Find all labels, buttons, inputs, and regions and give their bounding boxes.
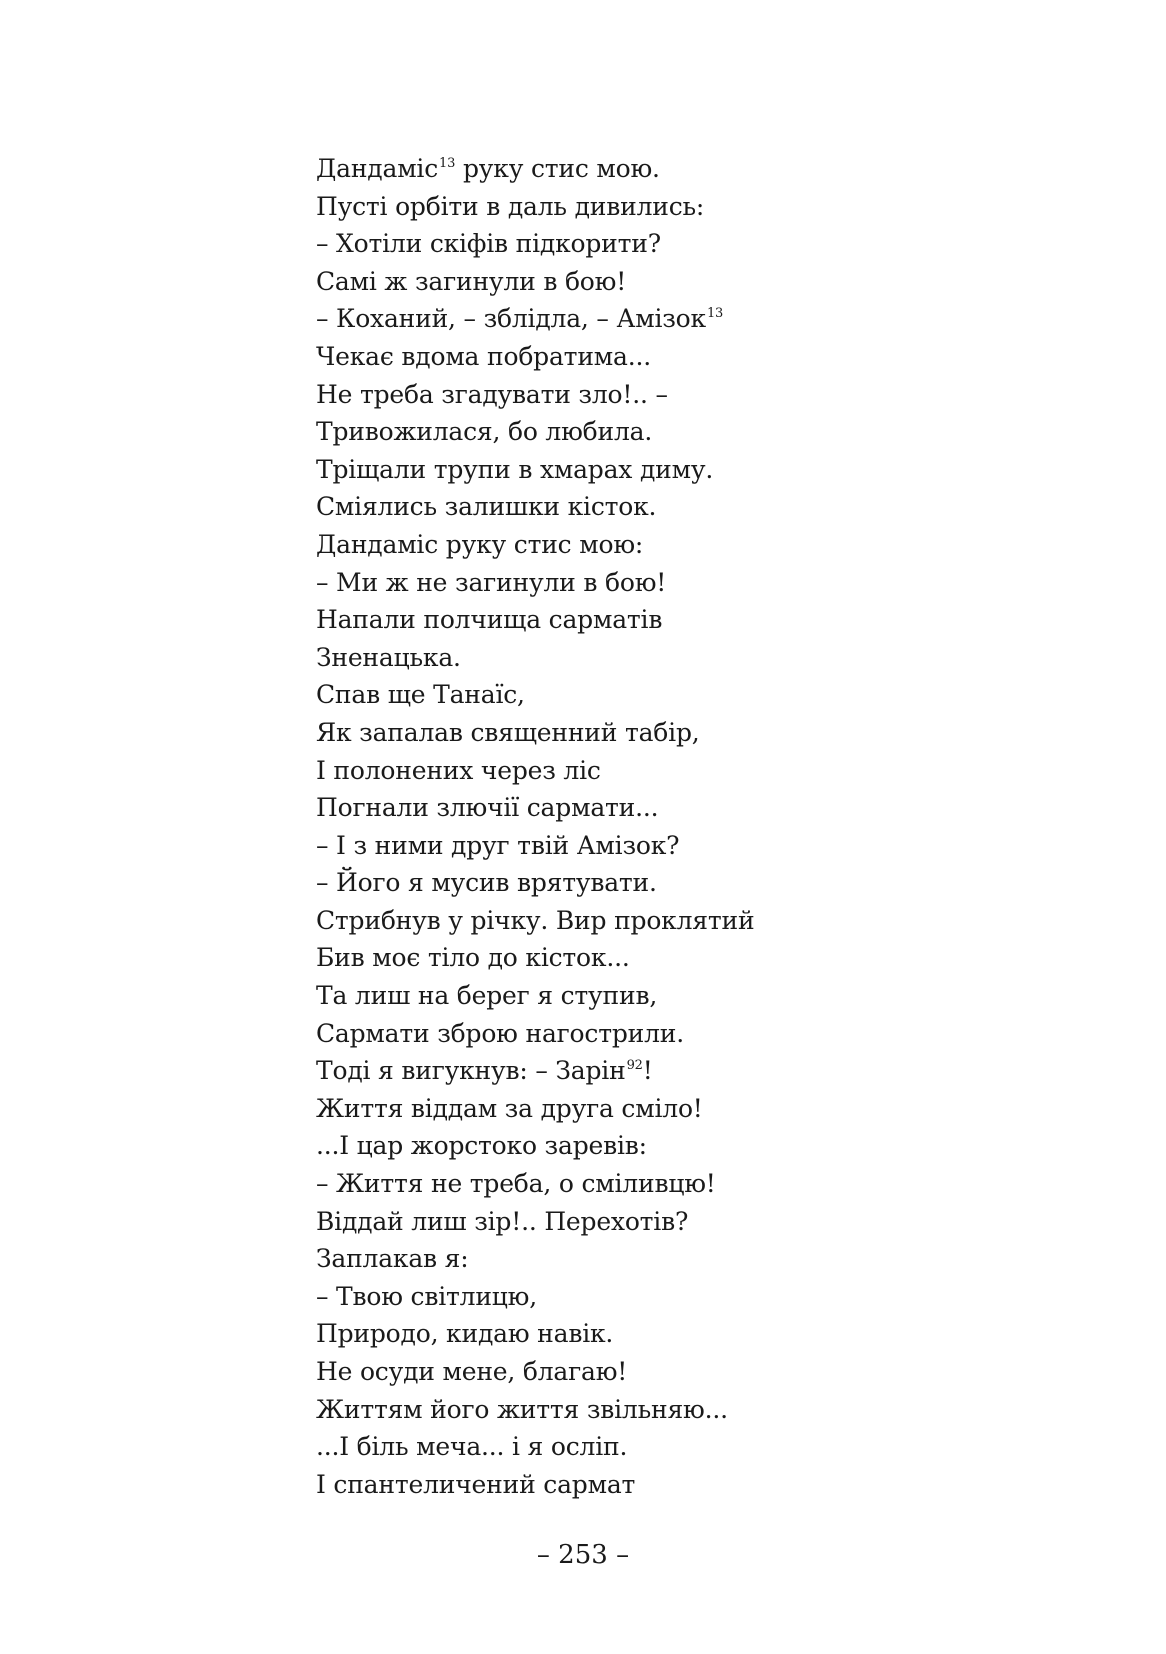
poem-line [316, 413, 1016, 451]
poem-line [316, 1127, 1016, 1165]
poem-line [316, 789, 1016, 827]
footnote-reference: 13 [439, 156, 456, 171]
poem-line-text: Не осуди мене, благаю! [316, 1357, 628, 1386]
poem-line-text: Не треба згадувати зло!.. – [316, 379, 668, 409]
footnote-reference: 13 [706, 306, 724, 322]
poem-line-text: – Твою світлицю, [316, 1281, 537, 1311]
poem-line [316, 1203, 1016, 1241]
poem-line-text: Погнали злючії сармати... [316, 793, 659, 823]
poem-line-text: Тріщали трупи в хмарах диму. [316, 454, 714, 484]
poem-line [316, 1428, 1016, 1466]
poem-line [316, 376, 1016, 414]
poem-line-text: Сміялись залишки кісток. [316, 492, 657, 522]
poem-line [316, 1165, 1016, 1203]
poem-line [316, 1240, 1016, 1278]
poem-line [316, 1466, 1016, 1504]
poem-line [316, 150, 1016, 188]
poem-line-text-after: руку стис мою. [455, 154, 660, 183]
poem-line [316, 1015, 1016, 1053]
poem-line-text: – Життя не треба, о сміливцю! [316, 1169, 716, 1199]
poem-line-text: Самі ж загинули в бою! [316, 266, 627, 296]
poem-line-text: І спантеличений сармат [316, 1469, 636, 1499]
poem-line-text: ...І біль меча... і я осліп. [316, 1432, 628, 1462]
poem-line [316, 488, 1016, 526]
poem-line [316, 526, 1016, 564]
poem-line-text: ...І цар жорстоко заревів: [316, 1131, 647, 1161]
poem-line-text: Дандаміс [316, 154, 439, 183]
poem-line [316, 1090, 1016, 1128]
poem-line-text: Дандаміс руку стис мою: [316, 529, 644, 559]
poem-line-text: – Коханий, – зблідла, – Амізок [316, 304, 706, 334]
poem-line [316, 1052, 1016, 1090]
poem-line [316, 977, 1016, 1015]
poem-line [316, 676, 1016, 714]
poem-text [316, 150, 1016, 1503]
poem-line [316, 1353, 1016, 1391]
poem-line [316, 338, 1016, 376]
poem-line-text: Життям його життя звільняю... [316, 1394, 728, 1424]
poem-line-text: Бив моє тіло до кісток... [316, 943, 630, 973]
poem-line [316, 864, 1016, 902]
poem-line-text: – Хотіли скіфів підкорити? [316, 229, 661, 259]
poem-line-text: Зненацька. [316, 642, 461, 672]
poem-line [316, 902, 1016, 940]
poem-line-text: Віддай лиш зір!.. Перехотів? [316, 1206, 689, 1236]
page-number: – 253 – [536, 1540, 630, 1570]
poem-line [316, 451, 1016, 489]
poem-line [316, 827, 1016, 865]
poem-line [316, 752, 1016, 790]
poem-line [316, 188, 1016, 226]
footnote-reference: 92 [626, 1058, 643, 1074]
poem-line [316, 639, 1016, 677]
poem-line-text: Сармати зброю нагострили. [316, 1018, 684, 1048]
poem-line [316, 601, 1016, 639]
poem-line-text: – Його я мусив врятувати. [316, 868, 657, 898]
poem-line [316, 1278, 1016, 1316]
poem-line [316, 263, 1016, 301]
poem-line-text: Тоді я вигукнув: – Зарін [316, 1056, 626, 1086]
poem-line-text: Як запалав священний табір, [316, 717, 700, 747]
poem-line [316, 225, 1016, 263]
poem-line-text: Пусті орбіти в даль дивились: [316, 191, 705, 221]
poem-line-text: Тривожилася, бо любила. [316, 417, 653, 447]
poem-line-text: Заплакав я: [316, 1244, 469, 1274]
poem-line-text: Стрибнув у річку. Вир проклятий [316, 905, 755, 935]
poem-line-text: Життя віддам за друга сміло! [316, 1093, 703, 1123]
poem-line [316, 1391, 1016, 1429]
poem-line-text: Природо, кидаю навік. [316, 1319, 614, 1349]
poem-line [316, 300, 1016, 338]
poem-line-text: Спав ще Танаїс, [316, 680, 525, 710]
poem-line-text: Напали полчища сарматів [316, 605, 663, 635]
poem-line-text: Та лиш на берег я ступив, [316, 981, 658, 1011]
poem-line-text: – І з ними друг твій Амізок? [316, 830, 680, 860]
poem-line-text: І полонених через ліс [316, 755, 601, 785]
poem-line [316, 939, 1016, 977]
poem-line-text: – Ми ж не загинули в бою! [316, 567, 667, 597]
poem-line [316, 1315, 1016, 1353]
poem-line [316, 564, 1016, 602]
poem-line-text-after: ! [642, 1056, 653, 1086]
poem-line-text: Чекає вдома побратима... [316, 341, 651, 371]
poem-line [316, 714, 1016, 752]
